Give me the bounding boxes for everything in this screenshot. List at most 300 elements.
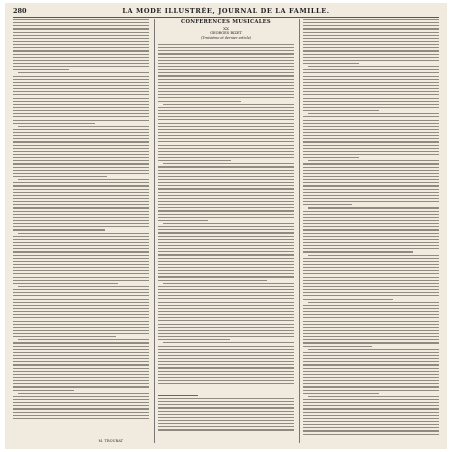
text-line (13, 386, 149, 387)
text-line (158, 204, 294, 205)
text-line (303, 368, 439, 369)
text-line (13, 308, 149, 309)
text-line (303, 299, 393, 300)
text-line (13, 324, 149, 325)
text-line (303, 336, 439, 337)
text-line (13, 255, 149, 256)
text-line (13, 151, 149, 152)
text-line (13, 408, 149, 409)
text-line (303, 179, 439, 180)
text-line (158, 258, 294, 259)
text-line (303, 98, 439, 99)
text-line (13, 113, 149, 114)
text-line (13, 185, 149, 186)
text-line (158, 383, 294, 384)
text-line (13, 204, 149, 205)
text-line (13, 226, 149, 227)
text-line (13, 251, 149, 252)
text-line (158, 57, 294, 58)
text-line (303, 214, 439, 215)
text-line (13, 258, 149, 259)
text-line (13, 321, 149, 322)
text-line (13, 273, 149, 274)
text-line (158, 429, 294, 430)
text-line (158, 207, 294, 208)
text-line (158, 123, 294, 124)
text-line (158, 358, 294, 359)
text-line (13, 101, 149, 102)
text-line (13, 299, 149, 300)
text-line (308, 302, 439, 303)
text-line (158, 176, 294, 177)
text-line (13, 396, 149, 397)
text-line (13, 41, 149, 42)
text-line (13, 192, 149, 193)
text-line (303, 258, 439, 259)
text-line (18, 72, 149, 73)
text-line (158, 148, 294, 149)
text-line (158, 179, 294, 180)
text-line (13, 163, 149, 164)
text-line (158, 267, 294, 268)
text-line (13, 154, 149, 155)
text-line (303, 424, 439, 425)
text-line (158, 270, 294, 271)
text-line (303, 229, 439, 230)
footnotes (158, 398, 294, 433)
text-line (13, 283, 118, 284)
text-line (158, 292, 294, 293)
text-line (13, 28, 149, 29)
text-line (303, 270, 439, 271)
text-line (303, 35, 439, 36)
text-line (158, 94, 294, 95)
text-line (13, 135, 149, 136)
text-line (158, 420, 294, 421)
text-line (303, 176, 439, 177)
page-header (5, 7, 447, 17)
text-line (158, 245, 294, 246)
text-line (303, 415, 439, 416)
text-line (13, 333, 149, 334)
text-line (158, 417, 294, 418)
text-line (158, 85, 294, 86)
text-line (158, 69, 294, 70)
text-line (13, 160, 149, 161)
text-line (13, 402, 149, 403)
text-line (158, 110, 294, 111)
text-line (13, 176, 107, 177)
text-line (13, 116, 149, 117)
article-title: CONFÉRENCES MUSICALES (181, 19, 271, 25)
text-line (13, 60, 149, 61)
text-line (158, 352, 294, 353)
text-line (303, 295, 439, 296)
text-line (158, 97, 294, 98)
text-line (158, 154, 294, 155)
text-line (303, 217, 439, 218)
text-line (158, 423, 294, 424)
text-line (158, 151, 294, 152)
text-line (13, 79, 149, 80)
text-line (303, 430, 439, 431)
article-subtitle: (Troisième et dernier article) (200, 36, 252, 40)
text-line (158, 251, 294, 252)
text-line (158, 305, 294, 306)
text-line (158, 113, 294, 114)
text-line (13, 107, 149, 108)
text-line (303, 63, 359, 64)
text-line (18, 233, 149, 234)
text-line (303, 399, 439, 400)
text-line (13, 295, 149, 296)
text-line (303, 390, 439, 391)
text-line (303, 189, 439, 190)
running-title: LA MODE ILLUSTRÉE, JOURNAL DE LA FAMILLE. (122, 7, 330, 15)
text-line (303, 314, 439, 315)
text-line (303, 154, 439, 155)
text-line (13, 157, 149, 158)
text-line (158, 236, 294, 237)
text-line (158, 60, 294, 61)
text-line (303, 402, 439, 403)
text-line (13, 50, 149, 51)
text-line (158, 426, 294, 427)
text-line (163, 104, 294, 105)
body-text-right (303, 19, 439, 437)
text-line (13, 195, 149, 196)
text-line (303, 245, 439, 246)
text-line (13, 352, 149, 353)
text-line (158, 145, 294, 146)
text-line (303, 72, 439, 73)
text-line (13, 229, 105, 230)
text-line (13, 85, 149, 86)
text-line (303, 123, 439, 124)
text-line (13, 374, 149, 375)
text-line (158, 295, 294, 296)
text-line (158, 220, 208, 221)
text-line (158, 414, 294, 415)
text-line (303, 346, 372, 347)
text-line (303, 292, 439, 293)
text-line (18, 286, 149, 287)
text-line (303, 82, 439, 83)
text-line (13, 220, 149, 221)
text-line (158, 173, 294, 174)
text-line (308, 255, 439, 256)
text-column-right (303, 19, 439, 443)
column-divider (299, 19, 300, 443)
text-line (303, 28, 439, 29)
text-line (303, 85, 439, 86)
text-line (303, 25, 439, 26)
text-line (13, 211, 149, 212)
text-line (158, 132, 294, 133)
text-line (303, 361, 439, 362)
text-line (303, 38, 439, 39)
text-line (303, 327, 439, 328)
text-line (158, 330, 294, 331)
text-line (158, 195, 294, 196)
text-line (303, 148, 439, 149)
text-line (303, 223, 439, 224)
text-line (13, 66, 149, 67)
text-line (303, 88, 439, 89)
text-line (303, 198, 439, 199)
text-line (303, 405, 439, 406)
text-line (303, 129, 439, 130)
text-line (13, 22, 149, 23)
text-line (13, 245, 149, 246)
text-line (13, 383, 149, 384)
text-line (303, 264, 439, 265)
text-line (303, 173, 439, 174)
text-line (158, 355, 294, 356)
text-line (158, 214, 294, 215)
text-line (303, 201, 439, 202)
text-column-middle (158, 19, 294, 443)
text-line (13, 223, 149, 224)
text-line (13, 412, 149, 413)
text-line (158, 401, 294, 402)
text-line (303, 342, 439, 343)
text-line (303, 120, 439, 121)
text-line (158, 157, 294, 158)
text-line (13, 63, 149, 64)
text-line (13, 44, 149, 45)
text-line (13, 189, 149, 190)
text-line (303, 76, 439, 77)
text-line (18, 393, 149, 394)
text-line (158, 336, 294, 337)
text-line (303, 57, 439, 58)
text-line (158, 404, 294, 405)
text-line (303, 421, 439, 422)
text-line (158, 327, 294, 328)
text-line (303, 386, 439, 387)
text-line (13, 94, 149, 95)
text-line (13, 277, 149, 278)
text-line (158, 72, 294, 73)
text-line (158, 119, 294, 120)
text-line (13, 141, 149, 142)
text-line (13, 415, 149, 416)
text-line (158, 185, 294, 186)
text-line (158, 364, 294, 365)
text-line (158, 53, 294, 54)
text-line (303, 107, 439, 108)
text-line (158, 79, 294, 80)
text-line (13, 25, 149, 26)
text-line (303, 305, 439, 306)
text-line (158, 192, 294, 193)
text-line (13, 19, 149, 20)
text-line (13, 261, 149, 262)
text-line (13, 302, 149, 303)
text-line (158, 66, 294, 67)
text-line (13, 120, 149, 121)
text-line (303, 132, 439, 133)
text-line (158, 135, 294, 136)
text-line (303, 94, 439, 95)
text-line (303, 41, 439, 42)
text-line (13, 91, 149, 92)
text-line (303, 32, 439, 33)
text-line (13, 214, 149, 215)
text-line (158, 374, 294, 375)
text-line (303, 393, 379, 394)
text-line (303, 251, 413, 252)
text-line (13, 270, 149, 271)
text-line (303, 204, 352, 205)
text-line (163, 163, 294, 164)
text-line (158, 129, 294, 130)
text-line (303, 236, 439, 237)
text-line (158, 371, 294, 372)
text-line (303, 273, 439, 274)
text-line (13, 292, 149, 293)
text-line (158, 346, 294, 347)
text-line (158, 280, 267, 281)
text-line (158, 91, 294, 92)
text-line (158, 50, 294, 51)
text-line (13, 132, 149, 133)
text-line (303, 283, 439, 284)
text-line (158, 82, 294, 83)
text-line (13, 217, 149, 218)
text-line (13, 305, 149, 306)
text-line (303, 91, 439, 92)
text-line (303, 50, 439, 51)
text-line (13, 361, 149, 362)
text-line (158, 138, 294, 139)
text-line (158, 411, 294, 412)
text-line (303, 141, 439, 142)
text-line (303, 79, 439, 80)
article-subject: GEORGES BIZET (210, 31, 242, 35)
text-line (158, 188, 294, 189)
text-line (303, 380, 439, 381)
text-line (158, 302, 294, 303)
text-line (303, 377, 439, 378)
text-line (303, 192, 439, 193)
header-rule (13, 17, 439, 18)
text-line (308, 66, 439, 67)
text-line (158, 264, 294, 265)
text-line (13, 311, 149, 312)
text-line (303, 167, 439, 168)
text-line (308, 207, 439, 208)
text-column-left (13, 19, 149, 443)
text-line (13, 368, 149, 369)
text-line (158, 254, 294, 255)
text-line (303, 324, 439, 325)
text-line (163, 342, 294, 343)
text-line (13, 207, 149, 208)
text-line (303, 408, 439, 409)
text-line (158, 47, 294, 48)
text-line (158, 160, 231, 161)
text-line (13, 349, 149, 350)
text-line (158, 217, 294, 218)
text-line (303, 412, 439, 413)
text-line (13, 327, 149, 328)
text-line (158, 141, 294, 142)
text-line (308, 160, 439, 161)
text-line (158, 210, 294, 211)
text-line (13, 330, 149, 331)
text-line (158, 166, 294, 167)
text-line (303, 330, 439, 331)
text-line (303, 383, 439, 384)
text-line (13, 98, 149, 99)
text-line (13, 358, 149, 359)
text-line (303, 242, 439, 243)
article-part: XX (223, 26, 229, 31)
text-line (13, 314, 149, 315)
text-line (13, 336, 116, 337)
text-line (13, 342, 149, 343)
text-line (303, 47, 439, 48)
text-line (158, 320, 294, 321)
text-line (13, 280, 149, 281)
text-line (303, 374, 439, 375)
text-line (303, 185, 439, 186)
text-line (303, 352, 439, 353)
text-line (303, 163, 439, 164)
text-line (13, 264, 149, 265)
text-line (158, 242, 294, 243)
text-line (303, 145, 439, 146)
text-line (303, 364, 439, 365)
text-line (13, 145, 149, 146)
text-line (158, 170, 294, 171)
text-line (13, 35, 149, 36)
text-line (303, 286, 439, 287)
footnote-rule (158, 395, 198, 396)
text-line (13, 399, 149, 400)
text-line (303, 280, 439, 281)
text-line (158, 116, 294, 117)
text-line (13, 182, 149, 183)
text-line (13, 38, 149, 39)
text-line (303, 311, 439, 312)
text-line (303, 418, 439, 419)
text-line (158, 101, 241, 102)
text-line (158, 317, 294, 318)
text-line (303, 182, 439, 183)
text-line (303, 267, 439, 268)
text-line (18, 339, 149, 340)
page-number: 280 (13, 7, 27, 15)
text-line (158, 398, 294, 399)
text-line (303, 233, 439, 234)
text-line (13, 104, 149, 105)
text-line (303, 355, 439, 356)
text-line (303, 157, 359, 158)
text-line (13, 380, 149, 381)
text-line (13, 57, 149, 58)
text-line (13, 355, 149, 356)
text-line (303, 308, 439, 309)
text-line (13, 110, 149, 111)
text-line (158, 75, 294, 76)
text-line (13, 129, 149, 130)
text-line (158, 88, 294, 89)
signature: M. TROUBAT (98, 439, 123, 443)
text-line (13, 54, 149, 55)
